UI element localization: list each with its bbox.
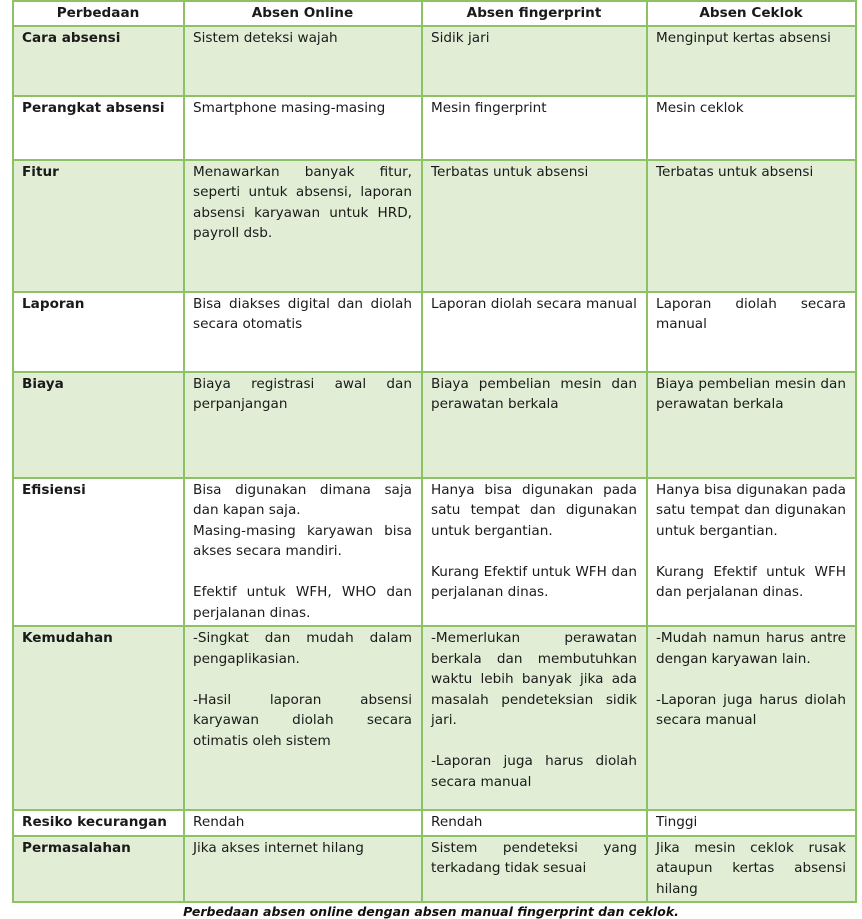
- cell-paragraph: -Hasil laporan absensi karyawan diolah secara otimatis oleh sistem: [193, 691, 412, 749]
- table-row-efisiensi: [13, 478, 856, 627]
- header-absen-fingerprint: Absen fingerprint: [422, 1, 647, 26]
- table-row-permasalahan: [13, 836, 856, 903]
- cell-cara-absensi-ceklok: [647, 26, 856, 96]
- table-row-biaya: [13, 372, 856, 478]
- cell-paragraph: Mesin fingerprint: [431, 99, 547, 116]
- cell-biaya-fingerprint: [422, 372, 647, 478]
- cell-paragraph: Mesin ceklok: [656, 99, 744, 116]
- paragraph-gap: [193, 562, 412, 583]
- cell-paragraph: Jika mesin ceklok rusak ataupun kertas absensi hilang: [656, 839, 846, 897]
- cell-resiko-kecurangan-online: [184, 810, 422, 836]
- header-absen-online: Absen Online: [184, 1, 422, 26]
- cell-paragraph: Rendah: [431, 814, 483, 830]
- cell-laporan-ceklok: [647, 292, 856, 372]
- cell-paragraph: Smartphone masing-masing: [193, 99, 386, 116]
- cell-paragraph: Bisa digunakan dimana saja dan kapan saja.: [193, 481, 412, 518]
- cell-paragraph: Kurang Efektif untuk WFH dan perjalanan dinas.: [431, 563, 637, 600]
- cell-paragraph: Terbatas untuk absensi: [656, 163, 814, 180]
- cell-paragraph: Biaya pembelian mesin dan perawatan berkala: [656, 375, 846, 412]
- cell-paragraph: -Mudah namun harus antre dengan karyawan lain.: [656, 630, 846, 667]
- table-row-cara-absensi: [13, 26, 856, 96]
- cell-biaya-online: [184, 372, 422, 478]
- cell-perangkat-absensi-online: [184, 96, 422, 160]
- cell-paragraph: Biaya pembelian mesin dan perawatan berkala: [431, 375, 637, 412]
- row-label-perangkat-absensi: Perangkat absensi: [13, 96, 184, 160]
- cell-perangkat-absensi-ceklok: [647, 96, 856, 160]
- cell-kemudahan-fingerprint: [422, 626, 647, 810]
- paragraph-gap: [656, 541, 846, 562]
- table-row-laporan: [13, 292, 856, 372]
- cell-paragraph: Laporan diolah secara manual: [656, 295, 846, 332]
- cell-paragraph: Menawarkan banyak fitur, seperti untuk absensi, laporan absensi karyawan untuk HRD, payroll dsb.: [193, 163, 412, 241]
- cell-paragraph: Laporan diolah secara manual: [431, 295, 637, 312]
- cell-kemudahan-ceklok: [647, 626, 856, 810]
- header-perbedaan: Perbedaan: [13, 1, 184, 26]
- row-label-biaya: Biaya: [13, 372, 184, 478]
- header-row: [13, 1, 856, 26]
- cell-paragraph: -Laporan juga harus diolah secara manual: [431, 753, 637, 790]
- row-label-cara-absensi: Cara absensi: [13, 26, 184, 96]
- cell-fitur-online: [184, 160, 422, 292]
- row-label-efisiensi: Efisiensi: [13, 478, 184, 627]
- paragraph-gap: [431, 541, 637, 562]
- table-body: [13, 26, 856, 903]
- table-row-perangkat-absensi: [13, 96, 856, 160]
- row-label-fitur: Fitur: [13, 160, 184, 292]
- cell-permasalahan-fingerprint: [422, 836, 647, 903]
- row-label-kemudahan: Kemudahan: [13, 626, 184, 810]
- cell-paragraph: Bisa diakses digital dan diolah secara otomatis: [193, 295, 412, 332]
- cell-paragraph: Efektif untuk WFH, WHO dan perjalanan dinas.: [193, 584, 412, 621]
- cell-paragraph: -Memerlukan perawatan berkala dan membutuhkan waktu lebih banyak jika ada masalah pendeteksian sidik jari.: [431, 630, 637, 728]
- cell-efisiensi-fingerprint: [422, 478, 647, 627]
- table-row-fitur: [13, 160, 856, 292]
- cell-cara-absensi-online: [184, 26, 422, 96]
- cell-paragraph: Masing-masing karyawan bisa akses secara mandiri.: [193, 522, 412, 559]
- row-label-resiko-kecurangan: Resiko kecurangan: [13, 810, 184, 836]
- cell-kemudahan-online: [184, 626, 422, 810]
- cell-paragraph: Rendah: [193, 814, 245, 830]
- cell-efisiensi-ceklok: [647, 478, 856, 627]
- cell-paragraph: Hanya bisa digunakan pada satu tempat dan digunakan untuk bergantian.: [431, 481, 637, 539]
- cell-laporan-fingerprint: [422, 292, 647, 372]
- cell-paragraph: Menginput kertas absensi: [656, 29, 831, 46]
- cell-cara-absensi-fingerprint: [422, 26, 647, 96]
- cell-perangkat-absensi-fingerprint: [422, 96, 647, 160]
- row-label-laporan: Laporan: [13, 292, 184, 372]
- cell-paragraph: Kurang Efektif untuk WFH dan perjalanan dinas.: [656, 563, 846, 600]
- table-row-resiko-kecurangan: [13, 810, 856, 836]
- cell-paragraph: Terbatas untuk absensi: [431, 163, 589, 180]
- paragraph-gap: [431, 731, 637, 752]
- cell-resiko-kecurangan-fingerprint: [422, 810, 647, 836]
- cell-paragraph: Sistem pendeteksi yang terkadang tidak sesuai: [431, 839, 637, 876]
- cell-paragraph: Tinggi: [656, 814, 698, 830]
- cell-resiko-kecurangan-ceklok: [647, 810, 856, 836]
- cell-efisiensi-online: [184, 478, 422, 627]
- cell-paragraph: Biaya registrasi awal dan perpanjangan: [193, 375, 412, 412]
- cell-paragraph: Jika akses internet hilang: [193, 839, 364, 856]
- cell-paragraph: -Laporan juga harus diolah secara manual: [656, 691, 846, 728]
- cell-fitur-fingerprint: [422, 160, 647, 292]
- cell-laporan-online: [184, 292, 422, 372]
- paragraph-gap: [656, 669, 846, 690]
- row-label-permasalahan: Permasalahan: [13, 836, 184, 903]
- cell-paragraph: Sistem deteksi wajah: [193, 29, 338, 46]
- cell-fitur-ceklok: [647, 160, 856, 292]
- cell-biaya-ceklok: [647, 372, 856, 478]
- comparison-table: [12, 0, 857, 903]
- cell-paragraph: Hanya bisa digunakan pada satu tempat dan digunakan untuk bergantian.: [656, 481, 846, 539]
- cell-permasalahan-ceklok: [647, 836, 856, 903]
- header-absen-ceklok: Absen Ceklok: [647, 1, 856, 26]
- table-row-kemudahan: [13, 626, 856, 810]
- cell-permasalahan-online: [184, 836, 422, 903]
- table-caption: Perbedaan absen online dengan absen manual fingerprint dan ceklok.: [183, 904, 679, 919]
- cell-paragraph: -Singkat dan mudah dalam pengaplikasian.: [193, 630, 412, 667]
- cell-paragraph: Sidik jari: [431, 29, 490, 46]
- paragraph-gap: [193, 669, 412, 690]
